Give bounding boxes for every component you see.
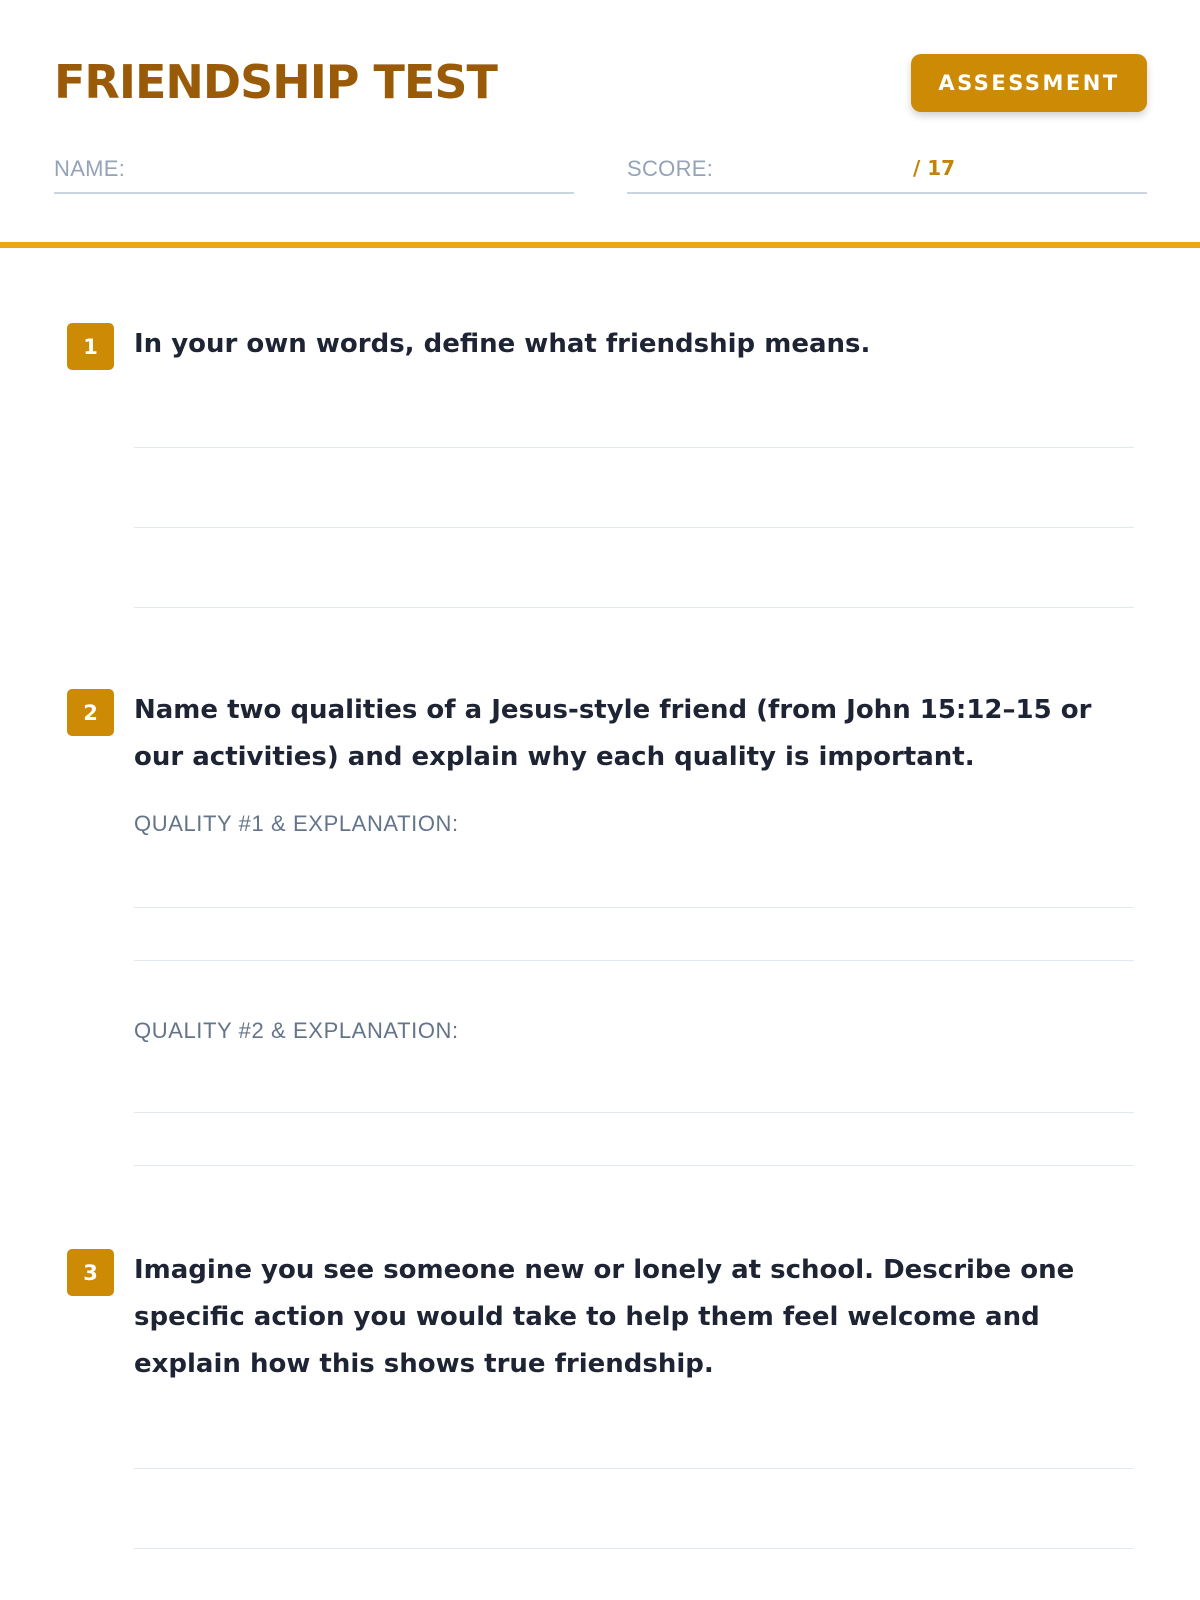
question-text: Name two qualities of a Jesus-style friend (from John 15:12–15 or our activities) and explain why each quality is important. — [134, 695, 1092, 772]
answer-line[interactable] — [134, 1112, 1134, 1113]
question-number-badge: 2 — [67, 689, 114, 736]
assessment-badge: ASSESSMENT — [911, 54, 1147, 112]
score-label: SCORE: — [627, 156, 714, 181]
quality-1-label: QUALITY #1 & EXPLANATION: — [134, 811, 459, 836]
answer-line[interactable] — [134, 447, 1134, 448]
answer-line[interactable] — [134, 960, 1134, 961]
score-field[interactable] — [627, 150, 1147, 194]
answer-line[interactable] — [134, 1468, 1134, 1469]
question-number-badge: 3 — [67, 1249, 114, 1296]
answer-line[interactable] — [134, 907, 1134, 908]
question-number-badge: 1 — [67, 323, 114, 370]
answer-line[interactable] — [134, 1165, 1134, 1166]
question-text: In your own words, define what friendship means. — [134, 329, 871, 359]
answer-line[interactable] — [134, 607, 1134, 608]
worksheet-header — [0, 0, 1200, 248]
name-field[interactable] — [54, 150, 574, 194]
quality-2-label: QUALITY #2 & EXPLANATION: — [134, 1018, 459, 1043]
answer-line[interactable] — [134, 1548, 1134, 1549]
question-text: Imagine you see someone new or lonely at school. Describe one specific action you would take to help them feel welcome and explain how this shows true friendship. — [134, 1255, 1075, 1379]
answer-line[interactable] — [134, 527, 1134, 528]
score-total: / 17 — [913, 156, 956, 180]
name-label: NAME: — [54, 156, 126, 181]
page-title: FRIENDSHIP TEST — [54, 55, 497, 109]
